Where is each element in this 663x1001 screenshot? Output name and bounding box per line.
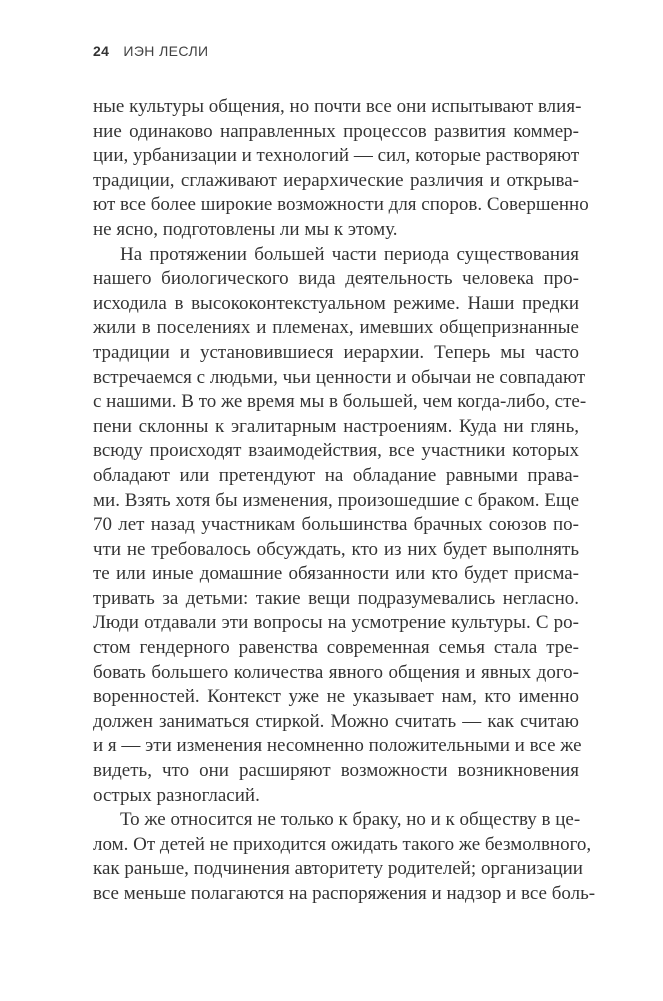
text-line: должен заниматься стиркой. Можно считать — как считаю [93,710,579,732]
text-line: чти не требовалось обсуждать, кто из них будет выполнять [93,538,579,560]
text-line: не ясно, подготовлены ли мы к этому. [93,218,398,240]
text-line: ние одинаково направленных процессов развития коммер- [93,120,579,142]
text-line: На протяжении большей части периода существования [120,243,579,265]
text-line: традиции и установившиеся иерархии. Теперь мы часто [93,341,579,363]
text-line: Люди отдавали эти вопросы на усмотрение культуры. С ро- [93,612,579,634]
text-line: стом гендерного равенства современная семья стала тре- [93,637,579,659]
text-line: тривать за детьми: такие вещи подразумевались негласно. [93,587,579,609]
text-line: и я — эти изменения несомненно положительными и все же [93,735,582,757]
text-line: традиции, сглаживают иерархические различия и открыва- [93,169,579,191]
text-line: воренностей. Контекст уже не указывает нам, кто именно [93,686,579,708]
text-line: ные культуры общения, но почти все они испытывают влия- [93,96,582,117]
text-line: ют все более широкие возможности для споров. Совершенно [93,194,589,216]
running-title: ИЭН ЛЕСЛИ [123,43,209,59]
text-line: пени склонны к эгалитарным настроениям. Куда ни глянь, [93,415,579,437]
text-line: жили в поселениях и племенах, имевших общепризнанные [93,317,579,339]
text-line: те или иные домашние обязанности или кто будет присма- [93,563,579,585]
text-line: ции, урбанизации и технологий — сил, которые растворяют [93,145,580,167]
text-line: видеть, что они расширяют возможности возникновения [93,760,579,782]
text-line: бовать большего количества явного общения и явных дого- [93,661,579,683]
page-number: 24 [93,43,110,59]
text-line: как раньше, подчинения авторитету родителей; организации [93,858,583,880]
text-line: нашего биологического вида деятельность человека про- [93,268,579,290]
paragraph [93,243,587,809]
running-head [93,44,209,58]
text-line: обладают или претендуют на обладание равными права- [93,464,579,486]
text-line: с нашими. В то же время мы в большей, чем когда-либо, сте- [93,391,587,413]
text-line: лом. От детей не приходится ожидать такого же безмолвного, [93,833,592,855]
text-line: все меньше полагаются на распоряжения и надзор и все боль- [93,883,596,904]
paragraph [93,808,596,906]
text-line: острых разногласий. [93,784,260,806]
text-line: всюду происходят взаимодействия, все участники которых [93,440,579,462]
text-line: ми. Взять хотя бы изменения, произошедшие с браком. Еще [93,489,579,511]
body-text [93,95,596,907]
text-line: встречаемся с людьми, чьи ценности и обычаи не совпадают [93,366,586,388]
text-line: То же относится не только к браку, но и к обществу в це- [120,809,581,831]
paragraph [93,95,589,243]
text-line: 70 лет назад участникам большинства брачных союзов по- [93,514,579,536]
text-line: исходила в высококонтекстуальном режиме. Наши предки [93,292,579,314]
